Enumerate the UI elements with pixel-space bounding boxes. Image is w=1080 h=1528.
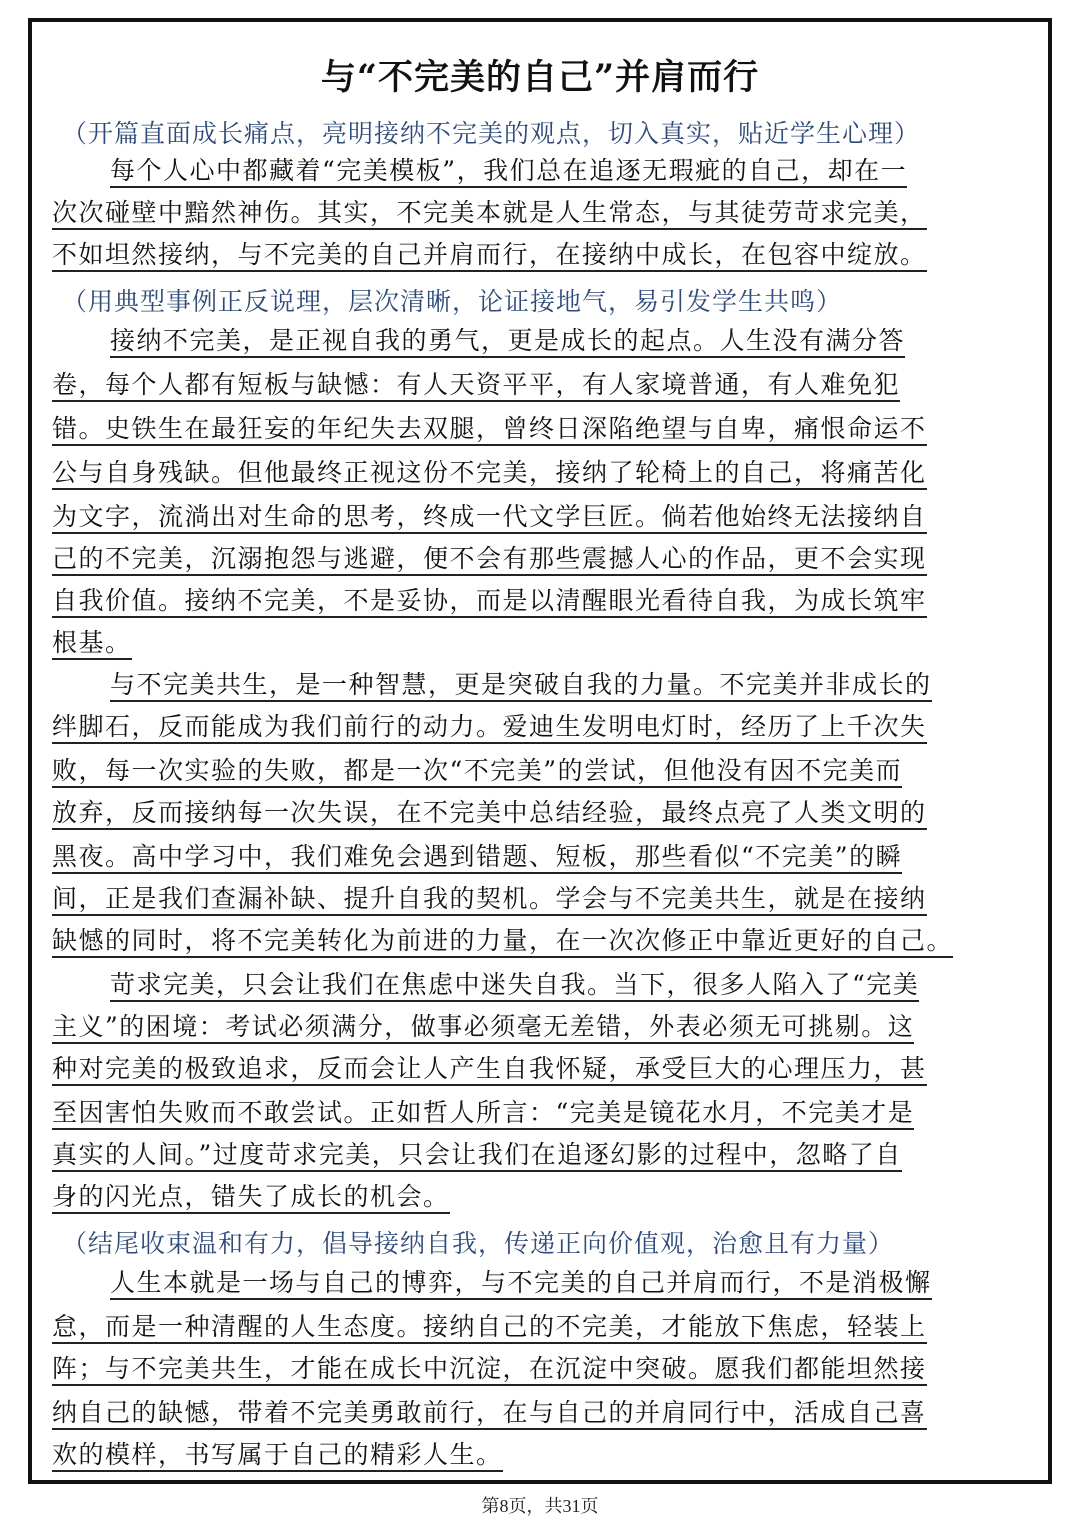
text-line: 绊脚石，反而能成为我们前行的动力。爱迪生发明电灯时，经历了上千次失 <box>52 712 927 744</box>
text-line: 间，正是我们查漏补缺、提升自我的契机。学会与不完美共生，就是在接纳 <box>52 884 927 916</box>
text-line: 身的闪光点，错失了成长的机会。 <box>52 1182 450 1214</box>
comment-note: （用典型事例正反说理，层次清晰，论证接地气，易引发学生共鸣） <box>62 287 843 316</box>
text-line: 不如坦然接纳，与不完美的自己并肩而行，在接纳中成长，在包容中绽放。 <box>52 240 927 272</box>
text-line: 苛求完美，只会让我们在焦虑中迷失自我。当下，很多人陷入了“完美 <box>110 970 919 1002</box>
text-line: 卷，每个人都有短板与缺憾：有人天资平平，有人家境普通，有人难免犯 <box>52 370 900 402</box>
text-line: 每个人心中都藏着“完美模板”，我们总在追逐无瑕疵的自己，却在一 <box>110 156 907 188</box>
text-line: 阵；与不完美共生，才能在成长中沉淀，在沉淀中突破。愿我们都能坦然接 <box>52 1354 927 1386</box>
text-line: 败，每一次实验的失败，都是一次“不完美”的尝试，但他没有因不完美而 <box>52 756 902 788</box>
text-line: 次次碰壁中黯然神伤。其实，不完美本就是人生常态，与其徒劳苛求完美， <box>52 198 927 230</box>
text-line: 己的不完美，沉溺抱怨与逃避，便不会有那些震撼人心的作品，更不会实现 <box>52 544 927 576</box>
text-line: 怠，而是一种清醒的人生态度。接纳自己的不完美，才能放下焦虑，轻装上 <box>52 1312 927 1344</box>
text-line: 为文字，流淌出对生命的思考，终成一代文学巨匠。倘若他始终无法接纳自 <box>52 502 927 534</box>
text-line: 错。史铁生在最狂妄的年纪失去双腿，曾终日深陷绝望与自卑，痛恨命运不 <box>52 414 927 446</box>
text-line: 纳自己的缺憾，带着不完美勇敢前行，在与自己的并肩同行中，活成自己喜 <box>52 1398 927 1430</box>
page-number: 第8页，共31页 <box>481 1496 599 1516</box>
text-line: 自我价值。接纳不完美，不是妥协，而是以清醒眼光看待自我，为成长筑牢 <box>52 586 927 618</box>
comment-note: （结尾收束温和有力，倡导接纳自我，传递正向价值观，治愈且有力量） <box>62 1229 895 1258</box>
text-line: 真实的人间。”过度苛求完美，只会让我们在追逐幻影的过程中，忽略了自 <box>52 1140 902 1172</box>
text-line: 欢的模样，书写属于自己的精彩人生。 <box>52 1440 503 1472</box>
text-line: 缺憾的同时，将不完美转化为前进的力量，在一次次修正中靠近更好的自己。 <box>52 926 953 958</box>
text-line: 黑夜。高中学习中，我们难免会遇到错题、短板，那些看似“不完美”的瞬 <box>52 842 902 874</box>
text-line: 人生本就是一场与自己的博弈，与不完美的自己并肩而行，不是消极懈 <box>110 1268 932 1300</box>
text-line: 与不完美共生，是一种智慧，更是突破自我的力量。不完美并非成长的 <box>110 670 932 702</box>
essay-title: 与“不完美的自己”并肩而行 <box>320 57 760 98</box>
text-line: 种对完美的极致追求，反而会让人产生自我怀疑，承受巨大的心理压力，甚 <box>52 1054 927 1086</box>
text-line: 公与自身残缺。但他最终正视这份不完美，接纳了轮椅上的自己，将痛苦化 <box>52 458 927 490</box>
text-line: 主义”的困境：考试必须满分，做事必须毫无差错，外表必须无可挑剔。这 <box>52 1012 914 1044</box>
text-line: 放弃，反而接纳每一次失误，在不完美中总结经验，最终点亮了人类文明的 <box>52 798 927 830</box>
comment-note: （开篇直面成长痛点，亮明接纳不完美的观点，切入真实，贴近学生心理） <box>62 119 921 148</box>
text-line: 接纳不完美，是正视自我的勇气，更是成长的起点。人生没有满分答 <box>110 326 905 358</box>
text-line: 根基。 <box>52 628 132 660</box>
page-frame <box>28 18 1052 1484</box>
text-line: 至因害怕失败而不敢尝试。正如哲人所言：“完美是镜花水月，不完美才是 <box>52 1098 914 1130</box>
